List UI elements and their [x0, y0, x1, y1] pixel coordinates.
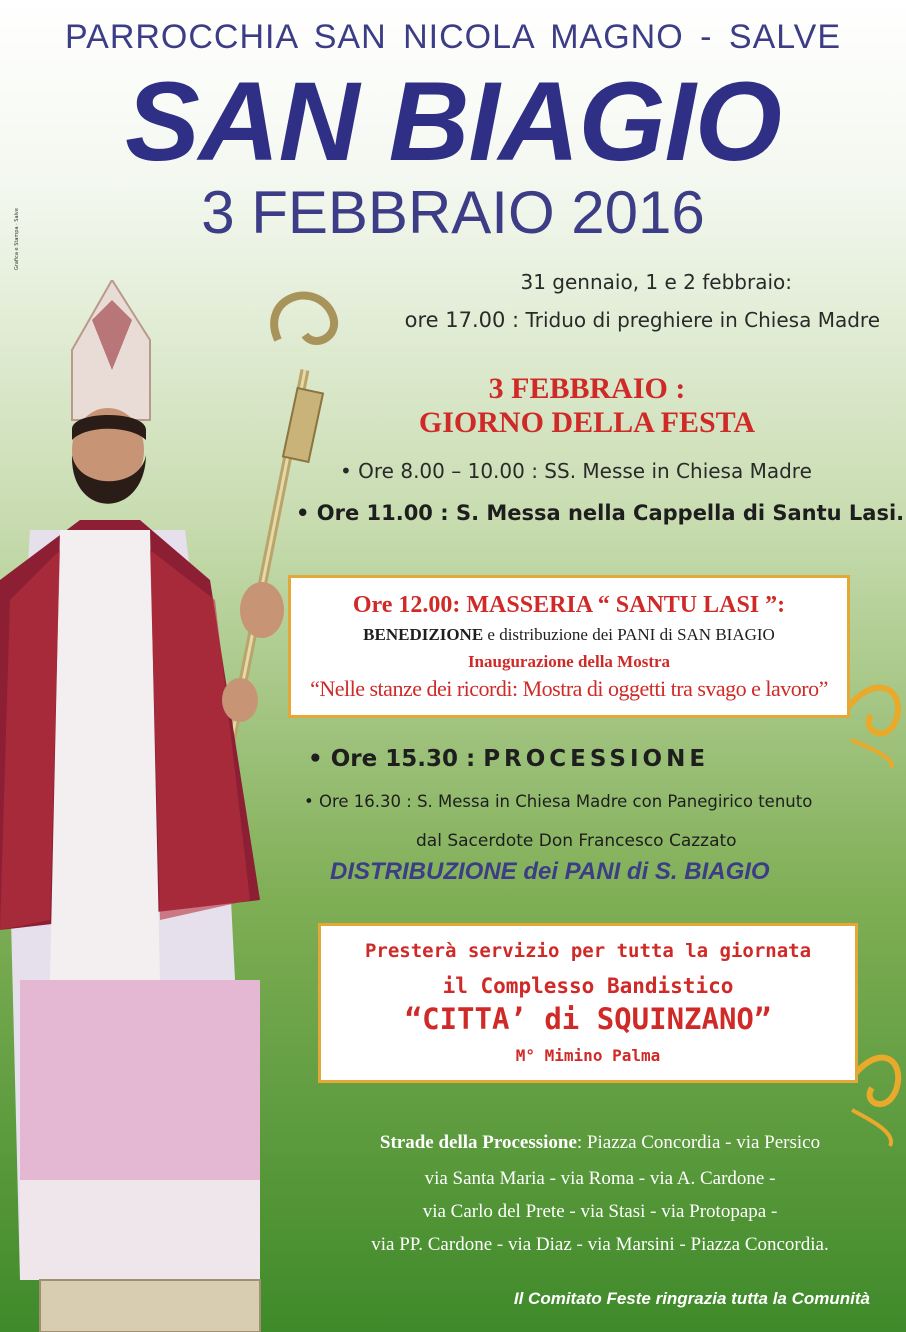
page-title: SAN BIAGIO [125, 59, 781, 184]
streets-line: via Santa Maria - via Roma - via A. Cardone - [424, 1168, 776, 1189]
feast-heading: 3 FEBBRAIO : [488, 372, 686, 405]
blessing-rest: e distribuzione dei PANI di SAN BIAGIO [483, 625, 775, 644]
streets-line: via PP. Cardone - via Diaz - via Marsini - Piazza Concordia. [371, 1234, 829, 1255]
triduum-dates: 31 gennaio, 1 e 2 febbraio: [520, 270, 792, 294]
blessing-line [291, 625, 847, 645]
footer-thanks: Il Comitato Feste ringrazia tutta la Comunità [513, 1289, 870, 1308]
streets-first: : Piazza Concordia - via Persico [576, 1132, 821, 1153]
band-box [318, 923, 858, 1083]
band-line: il Complesso Bandistico [442, 974, 734, 998]
band-name: “CITTA’ di SQUINZANO” [404, 1002, 772, 1036]
procession-word: PROCESSIONE [483, 746, 710, 772]
schedule-item: • Ore 16.30 : S. Messa in Chiesa Madre con Panegirico tenuto [304, 792, 813, 811]
procession-line [308, 746, 709, 772]
procession-time: • Ore 15.30 : [308, 746, 476, 772]
triduum-event: Triduo di preghiere in Chiesa Madre [525, 308, 880, 332]
printer-credit: Grafica e Stampa · Salve [14, 208, 20, 270]
band-conductor: M° Mimino Palma [515, 1046, 661, 1065]
exhibition-opening: Inaugurazione della Mostra [467, 652, 671, 671]
schedule-item: dal Sacerdote Don Francesco Cazzato [416, 831, 737, 851]
band-line: Presterà servizio per tutta la giornata [364, 940, 812, 962]
schedule-item: • Ore 8.00 – 10.00 : SS. Messe in Chiesa Madre [340, 459, 812, 483]
streets-label: Strade della Processione [379, 1132, 577, 1153]
blessing-word: BENEDIZIONE [363, 625, 484, 644]
triduum-schedule [405, 308, 880, 332]
bread-distribution: DISTRIBUZIONE dei PANI di S. BIAGIO [330, 858, 770, 885]
parish-name: PARROCCHIA SAN NICOLA MAGNO - SALVE [64, 18, 841, 56]
schedule-item: • Ore 11.00 : S. Messa nella Cappella di Santu Lasi. [296, 501, 905, 525]
feast-subheading: GIORNO DELLA FESTA [418, 406, 756, 439]
exhibition-title: “Nelle stanze dei ricordi: Mostra di oggetti tra svago e lavoro” [310, 676, 828, 701]
saint-statue-image [0, 280, 340, 1332]
masseria-title: Ore 12.00: MASSERIA “ SANTU LASI ”: [352, 592, 786, 618]
event-date: 3 FEBBRAIO 2016 [201, 179, 705, 246]
streets-line [320, 1132, 880, 1154]
triduum-time: ore 17.00 : [404, 308, 520, 332]
masseria-box [288, 575, 850, 718]
streets-line: via Carlo del Prete - via Stasi - via Protopapa - [422, 1201, 778, 1222]
